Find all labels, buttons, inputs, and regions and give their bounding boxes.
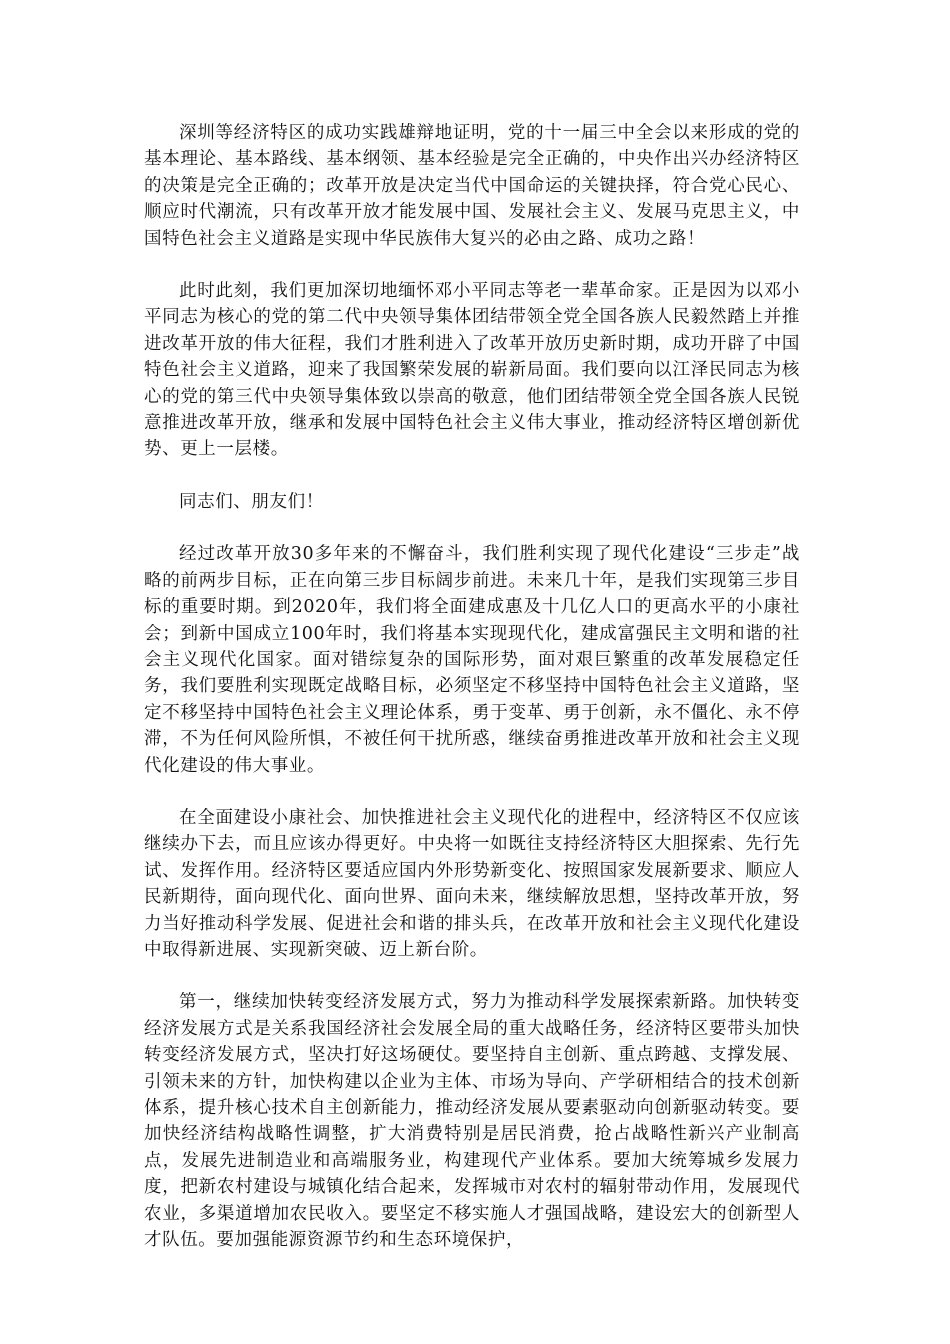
- paragraph-special-zones-future: 在全面建设小康社会、加快推进社会主义现代化的进程中，经济特区不仅应该继续办下去，而且应该办得更好。中央将一如既往支持经济特区大胆探索、先行先试、发挥作用。经济特区要适应国内外形势新变化、按照国家发展新要求、顺应人民新期待，面向现代化、面向世界、面向未来，继续解放思想，坚持改革开放，努力当好推动科学发展、促进社会和谐的排头兵，在改革开放和社会主义现代化建设中取得新进展、实现新突破、迈上新台阶。: [144, 807, 800, 960]
- paragraph-first-task: 第一，继续加快转变经济发展方式，努力为推动科学发展探索新路。加快转变经济发展方式是关系我国经济社会发展全局的重大战略任务，经济特区要带头加快转变经济发展方式，坚决打好这场硬仗。要坚持自主创新、重点跨越、支撑发展、引领未来的方针，加快构建以企业为主体、市场为导向、产学研相结合的技术创新体系，提升核心技术自主创新能力，推动经济发展从要素驱动向创新驱动转变。要加快经济结构战略性调整，扩大消费特别是居民消费，抢占战略性新兴产业制高点，发展先进制造业和高端服务业，构建现代产业体系。要加大统筹城乡发展力度，把新农村建设与城镇化结合起来，发挥城市对农村的辐射带动作用，发展现代农业，多渠道增加农民收入。要坚定不移实施人才强国战略，建设宏大的创新型人才队伍。要加强能源资源节约和生态环境保护，: [144, 992, 800, 1251]
- paragraph-special-zones-success: 深圳等经济特区的成功实践雄辩地证明，党的十一届三中全会以来形成的党的基本理论、基本路线、基本纲领、基本经验是完全正确的，中央作出兴办经济特区的决策是完全正确的；改革开放是决定当代中国命运的关键抉择，符合党心民心、顺应时代潮流，只有改革开放才能发展中国、发展社会主义、发展马克思主义，中国特色社会主义道路是实现中华民族伟大复兴的必由之路、成功之路！: [144, 123, 800, 249]
- paragraph-commemorate-leaders: 此时此刻，我们更加深切地缅怀邓小平同志等老一辈革命家。正是因为以邓小平同志为核心的党的第二代中央领导集体团结带领全党全国各族人民毅然踏上并推进改革开放的伟大征程，我们才胜利进入了改革开放历史新时期，成功开辟了中国特色社会主义道路，迎来了我国繁荣发展的崭新局面。我们要向以江泽民同志为核心的党的第三代中央领导集体致以崇高的敬意，他们团结带领全党全国各族人民锐意推进改革开放，继承和发展中国特色社会主义伟大事业，推动经济特区增创新优势、更上一层楼。: [144, 281, 800, 460]
- document-body: [144, 120, 800, 1279]
- paragraph-salutation: 同志们、朋友们！: [179, 491, 324, 512]
- paragraph-three-step-strategy: 经过改革开放30多年来的不懈奋斗，我们胜利实现了现代化建设“三步走”战略的前两步目标，正在向第三步目标阔步前进。未来几十年，是我们实现第三步目标的重要时期。到2020年，我们将全面建成惠及十几亿人口的更高水平的小康社会；到新中国成立100年时，我们将基本实现现代化，建成富强民主文明和谐的社会主义现代化国家。面对错综复杂的国际形势，面对艰巨繁重的改革发展稳定任务，我们要胜利实现既定战略目标，必须坚定不移坚持中国特色社会主义道路，坚定不移坚持中国特色社会主义理论体系，勇于变革、勇于创新，永不僵化、永不停滞，不为任何风险所惧，不被任何干扰所惑，继续奋勇推进改革开放和社会主义现代化建设的伟大事业。: [144, 544, 800, 776]
